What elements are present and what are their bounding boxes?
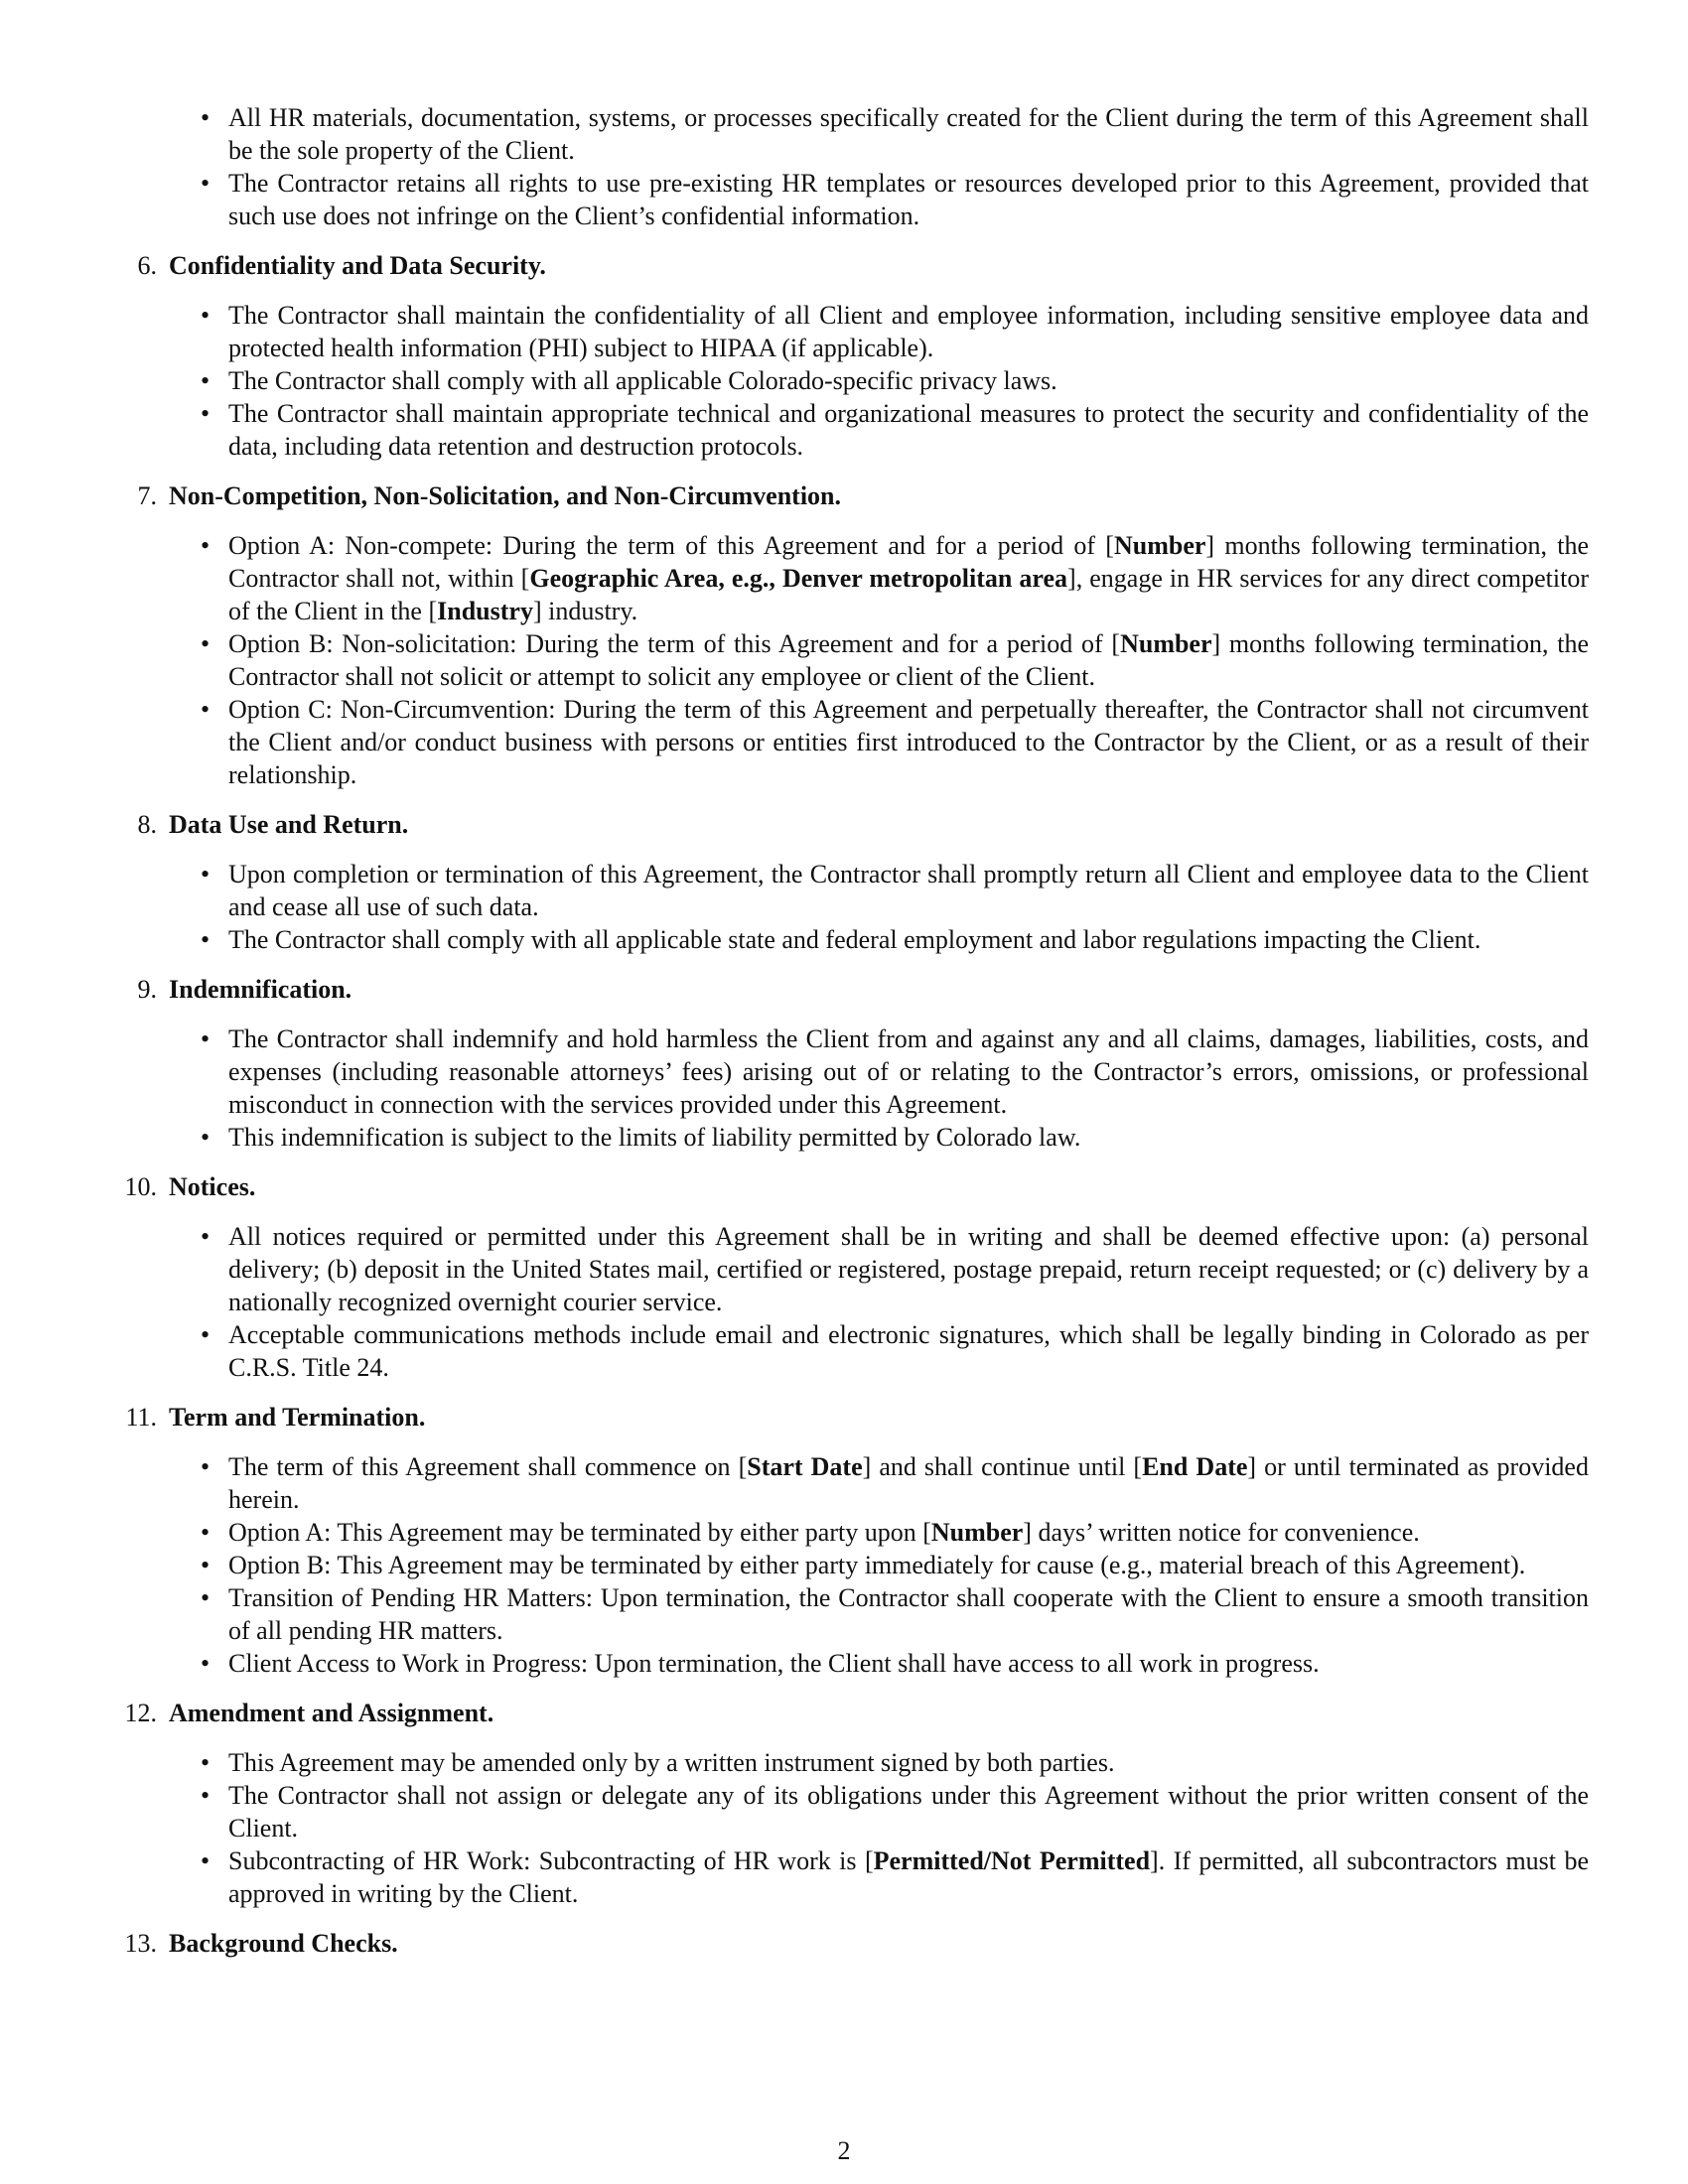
- bullet-item: • This indemnification is subject to the limits of liability permitted by Colorado law.: [119, 1121, 1589, 1154]
- placeholder-field: Number: [1113, 531, 1206, 560]
- section-number: 11.: [125, 1403, 157, 1432]
- section-title: Term and Termination.: [169, 1403, 426, 1432]
- section-title: Confidentiality and Data Security.: [169, 251, 546, 280]
- section-7-bullets: [119, 529, 1589, 791]
- section-13-heading: [119, 1927, 1589, 1960]
- section-8-heading: [119, 808, 1589, 841]
- text-run: ], engage in HR services for any direct competitor of the Client in the [: [228, 564, 1589, 625]
- bullet-item: • The Contractor shall indemnify and hold harmless the Client from and against any and all claims, damages, liabilities, costs, and expenses (including reasonable attorneys’ fees) arising out of or relating to the Contractor’s errors, omissions, or professional misconduct in connection with the services provided under this Agreement.: [119, 1023, 1589, 1121]
- section-7-heading: [119, 479, 1589, 512]
- bullet-item: • The Contractor shall not assign or delegate any of its obligations under this Agreement without the prior written consent of the Client.: [119, 1779, 1589, 1844]
- placeholder-field: Number: [930, 1518, 1024, 1547]
- text-run: ] months following termination, the Contractor shall not solicit or attempt to solicit any employee or client of the Client.: [228, 629, 1589, 691]
- text-run: Option A: This Agreement may be terminated by either party upon [: [228, 1518, 931, 1547]
- section-title: Notices.: [169, 1172, 256, 1201]
- section-title: Data Use and Return.: [169, 810, 409, 839]
- bullet-item: [119, 1844, 1589, 1910]
- section-12-bullets: [119, 1746, 1589, 1910]
- text-run: ] industry.: [532, 597, 638, 625]
- bullet-item: • The Contractor shall comply with all applicable Colorado-specific privacy laws.: [119, 364, 1589, 397]
- bullet-item: • Option B: This Agreement may be terminated by either party immediately for cause (e.g., material breach of this Agreement).: [119, 1549, 1589, 1581]
- section-number: 13.: [124, 1929, 157, 1958]
- placeholder-field: Number: [1120, 629, 1212, 658]
- section-10-bullets: [119, 1220, 1589, 1384]
- section-number: 10.: [124, 1172, 157, 1201]
- section-title: Background Checks.: [169, 1929, 398, 1958]
- bullet-item: • Transition of Pending HR Matters: Upon termination, the Contractor shall cooperate with the Client to ensure a smooth transition of all pending HR matters.: [119, 1581, 1589, 1647]
- bullet-item: [119, 627, 1589, 693]
- section-number: 6.: [137, 251, 157, 280]
- text-run: Subcontracting of HR Work: Subcontracting of HR work is [: [228, 1846, 874, 1875]
- bullet-item: • The Contractor shall maintain the confidentiality of all Client and employee information, including sensitive employee data and protected health information (PHI) subject to HIPAA (if applicable).: [119, 299, 1589, 364]
- bullet-item: • The Contractor shall maintain appropriate technical and organizational measures to protect the security and confidentiality of the data, including data retention and destruction protocols.: [119, 397, 1589, 463]
- bullet-item: • The Contractor retains all rights to use pre-existing HR templates or resources developed prior to this Agreement, provided that such use does not infringe on the Client’s confidential information.: [119, 167, 1589, 232]
- section-number: 8.: [137, 810, 157, 839]
- section-8-bullets: [119, 858, 1589, 956]
- text-run: The term of this Agreement shall commence on [: [228, 1452, 748, 1481]
- text-run: ] or until terminated as provided herein.: [228, 1452, 1589, 1514]
- bullet-item: • The Contractor shall comply with all applicable state and federal employment and labor regulations impacting the Client.: [119, 923, 1589, 956]
- section-title: Non-Competition, Non-Solicitation, and Non-Circumvention.: [169, 481, 842, 510]
- bullet-item: • Upon completion or termination of this Agreement, the Contractor shall promptly return all Client and employee data to the Client and cease all use of such data.: [119, 858, 1589, 923]
- placeholder-field: Industry: [437, 597, 533, 625]
- page-number: 2: [837, 2136, 851, 2165]
- section-title: Amendment and Assignment.: [169, 1699, 494, 1727]
- section-number: 7.: [137, 481, 157, 510]
- bullet-item: • All notices required or permitted under this Agreement shall be in writing and shall be deemed effective upon: (a) personal delivery; (b) deposit in the United States mail, certified or registered, postage prepaid, return receipt requested; or (c) delivery by a nationally recognized overnight courier service.: [119, 1220, 1589, 1318]
- bullet-item: • All HR materials, documentation, systems, or processes specifically created for the Client during the term of this Agreement shall be the sole property of the Client.: [119, 101, 1589, 167]
- bullet-item: • Acceptable communications methods include email and electronic signatures, which shall be legally binding in Colorado as per C.R.S. Title 24.: [119, 1318, 1589, 1384]
- text-run: Option A: Non-compete: During the term of this Agreement and for a period of [: [228, 531, 1114, 560]
- placeholder-field: Geographic Area, e.g., Denver metropolitan area: [529, 564, 1068, 593]
- placeholder-field: End Date: [1142, 1452, 1248, 1481]
- section-9-heading: [119, 973, 1589, 1006]
- placeholder-field: Permitted/Not Permitted: [873, 1846, 1151, 1875]
- section-5-bullets: [119, 101, 1589, 232]
- text-run: Option B: Non-solicitation: During the term of this Agreement and for a period of [: [228, 629, 1121, 658]
- text-run: ] days’ written notice for convenience.: [1023, 1518, 1420, 1547]
- text-run: ]. If permitted, all subcontractors must be approved in writing by the Client.: [228, 1846, 1589, 1908]
- text-run: ] and shall continue until [: [862, 1452, 1143, 1481]
- section-6-heading: [119, 249, 1589, 282]
- bullet-item: • Option C: Non-Circumvention: During the term of this Agreement and perpetually thereafter, the Contractor shall not circumvent the Client and/or conduct business with persons or entities first introduced to the Contractor by the Client, or as a result of their relationship.: [119, 693, 1589, 791]
- placeholder-field: Start Date: [747, 1452, 863, 1481]
- section-11-heading: [119, 1401, 1589, 1433]
- bullet-item: [119, 529, 1589, 627]
- section-11-bullets: [119, 1450, 1589, 1680]
- bullet-item: [119, 1516, 1589, 1549]
- section-12-heading: [119, 1697, 1589, 1729]
- bullet-item: • Client Access to Work in Progress: Upon termination, the Client shall have access to all work in progress.: [119, 1647, 1589, 1680]
- bullet-item: • This Agreement may be amended only by a written instrument signed by both parties.: [119, 1746, 1589, 1779]
- section-title: Indemnification.: [169, 975, 352, 1004]
- section-number: 12.: [124, 1699, 157, 1727]
- document-body: [119, 101, 1589, 1977]
- section-9-bullets: [119, 1023, 1589, 1154]
- section-6-bullets: [119, 299, 1589, 463]
- text-run: ] months following termination, the Contractor shall not, within [: [228, 531, 1590, 593]
- section-10-heading: [119, 1170, 1589, 1203]
- bullet-item: [119, 1450, 1589, 1516]
- section-number: 9.: [137, 975, 157, 1004]
